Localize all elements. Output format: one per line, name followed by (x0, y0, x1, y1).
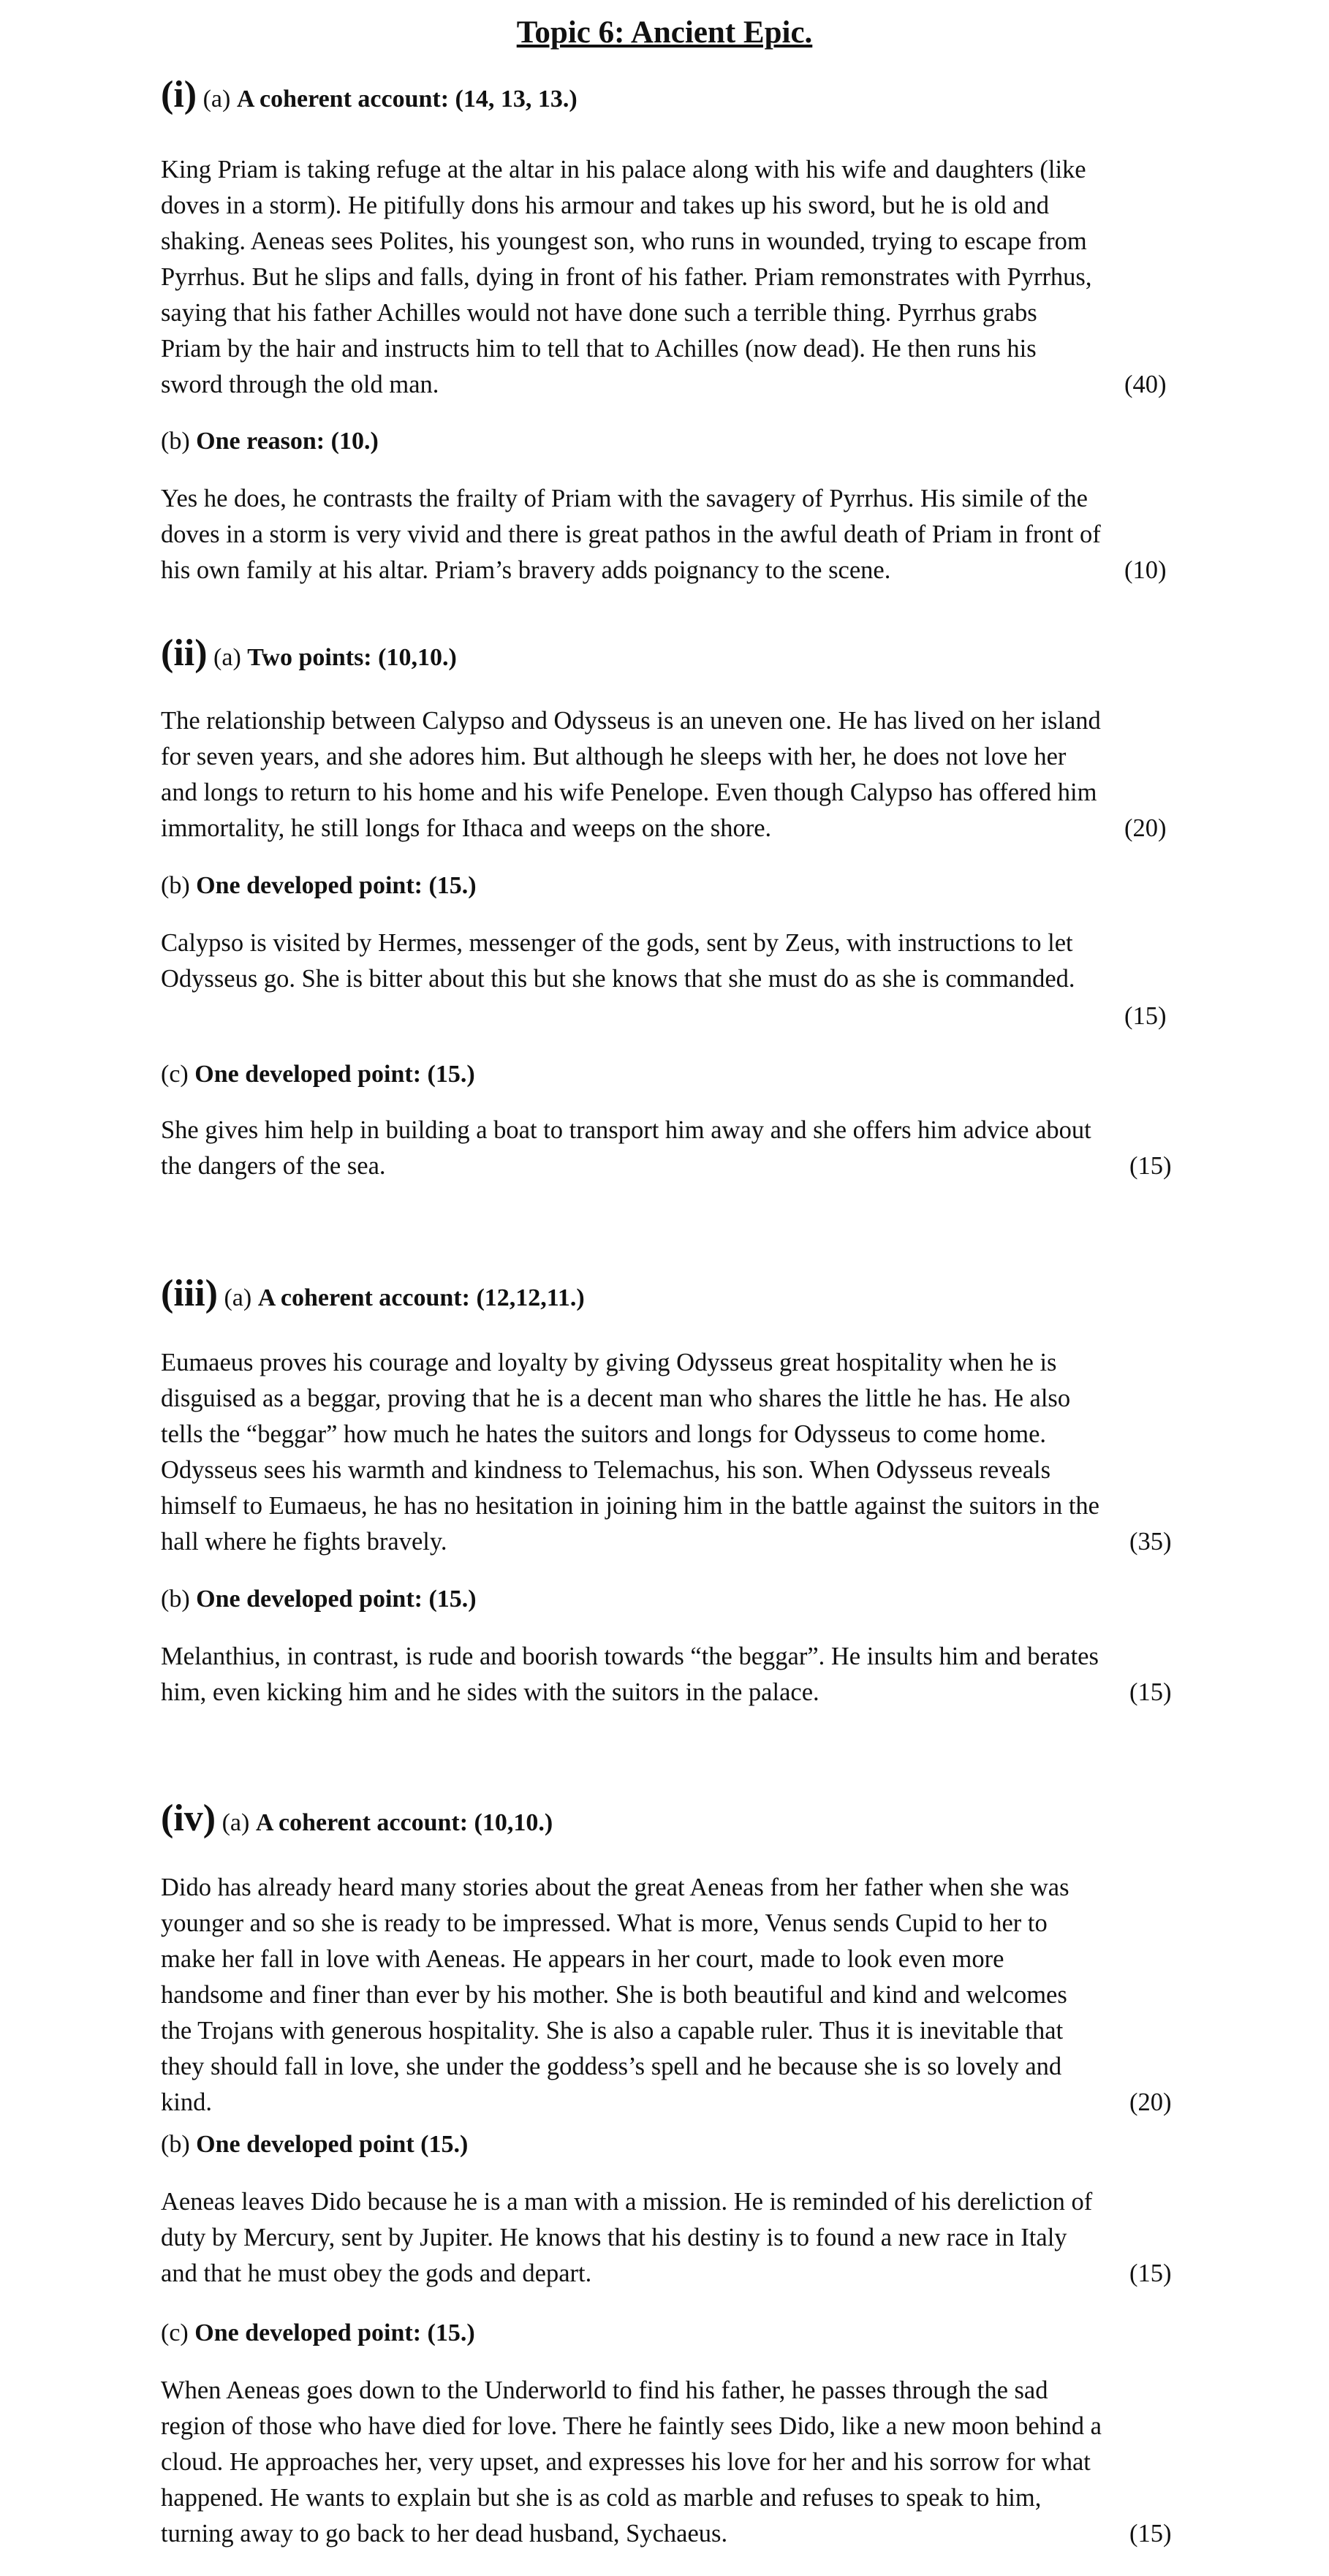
marks: (15) (1129, 2259, 1172, 2287)
answer-paragraph: King Priam is taking refuge at the altar in his palace along with his wife and daughters (like doves in a storm). He pitifully dons his armour and takes up his sword, but he is old and shaking. Aeneas sees Polites, his youngest son, who runs in wounded, trying to escape from Pyrrhus. But he slips and falls, dying in front of his father. Priam remonstrates with Pyrrhus, saying that his father Achilles would not have done such a terrible thing. Pyrrhus grabs Priam by the hair and instructs him to tell that to Achilles (now dead). He then runs his sword through the old man. (161, 156, 1092, 398)
part-heading (161, 425, 379, 458)
part-heading (161, 1583, 477, 1615)
marks: (20) (1129, 2088, 1172, 2116)
part-letter: (a) (224, 1284, 252, 1311)
marks: (15) (1124, 1002, 1167, 1030)
part-instruction: A coherent account: (14, 13, 13.) (236, 86, 578, 113)
marks: (40) (1124, 371, 1167, 398)
section-number: (ii) (161, 632, 208, 674)
part-letter: (a) (202, 86, 231, 113)
marks: (15) (1129, 2520, 1172, 2547)
marks: (15) (1129, 1152, 1172, 1180)
part-instruction: A coherent account: (12,12,11.) (257, 1284, 585, 1311)
part-letter: (a) (222, 1809, 250, 1836)
part-heading (161, 1058, 475, 1091)
section-number: (iii) (161, 1273, 218, 1314)
answer-paragraph: When Aeneas goes down to the Underworld to find his father, he passes through the sad region of those who have died for love. There he faintly sees Dido, like a new moon behind a cloud. He approaches her, very upset, and expresses his love for her and his sorrow for what happened. He wants to explain but she is as cold as marble and refuses to speak to him, turning away to go back to her dead husband, Sychaeus. (161, 2376, 1102, 2547)
part-letter: (a) (213, 644, 241, 671)
answer-paragraph: Aeneas leaves Dido because he is a man with a mission. He is reminded of his dereliction of duty by Mercury, sent by Jupiter. He knows that his destiny is to found a new race in Italy and that he must obey the gods and depart. (161, 2188, 1093, 2287)
part-letter: (b) (161, 2131, 190, 2158)
part-heading (161, 870, 477, 902)
marks: (10) (1124, 556, 1167, 584)
part-instruction: One developed point (15.) (196, 2131, 469, 2158)
part-instruction: One developed point: (15.) (196, 1586, 477, 1613)
answer-paragraph: Yes he does, he contrasts the frailty of Priam with the savagery of Pyrrhus. His simile of the doves in a storm is very vivid and there is great pathos in the awful death of Priam in front of his own family at his altar. Priam’s bravery adds poignancy to the scene. (161, 485, 1101, 584)
part-instruction: One developed point: (15.) (194, 1061, 475, 1088)
section-number: (i) (161, 74, 197, 115)
section-number: (iv) (161, 1797, 216, 1839)
part-heading (161, 2317, 475, 2349)
part-letter: (b) (161, 872, 190, 899)
answer-paragraph: The relationship between Calypso and Odysseus is an uneven one. He has lived on her island for seven years, and she adores him. But although he sleeps with her, he does not love her and longs to return to his home and his wife Penelope. Even though Calypso has offered him immortality, he still longs for Ithaca and weeps on the shore. (161, 707, 1101, 842)
section-heading-iii (161, 1273, 585, 1314)
part-instruction: One developed point: (15.) (194, 2319, 475, 2346)
page-title: Topic 6: Ancient Epic. (516, 15, 813, 50)
part-letter: (b) (161, 428, 190, 455)
part-instruction: One developed point: (15.) (196, 872, 477, 899)
part-letter: (c) (161, 2319, 189, 2346)
section-heading-i (161, 74, 578, 115)
marks: (20) (1124, 814, 1167, 842)
answer-paragraph: She gives him help in building a boat to transport him away and she offers him advice about the dangers of the sea. (161, 1116, 1091, 1180)
part-instruction: A coherent account: (10,10.) (255, 1809, 553, 1836)
part-instruction: Two points: (10,10.) (247, 644, 457, 671)
marks: (35) (1129, 1528, 1172, 1556)
answer-paragraph: Melanthius, in contrast, is rude and boorish towards “the beggar”. He insults him and berates him, even kicking him and he sides with the suitors in the palace. (161, 1643, 1099, 1706)
part-letter: (c) (161, 1061, 189, 1088)
part-instruction: One reason: (10.) (196, 428, 379, 455)
section-heading-iv (161, 1797, 553, 1839)
answer-paragraph: Dido has already heard many stories about the great Aeneas from her father when she was younger and so she is ready to be impressed. What is more, Venus sends Cupid to her to make her fall in love with Aeneas. He appears in her court, made to look even more handsome and finer than ever by his mother. She is both beautiful and kind and welcomes the Trojans with generous hospitality. She is also a capable ruler. Thus it is inevitable that they should fall in love, she under the goddess’s spell and he because she is so lovely and kind. (161, 1874, 1069, 2116)
section-heading-ii (161, 632, 457, 674)
answer-paragraph: Eumaeus proves his courage and loyalty by giving Odysseus great hospitality when he is disguised as a beggar, proving that he is a decent man who shares the little he has. He also tells the “beggar” how much he hates the suitors and longs for Odysseus to come home. Odysseus sees his warmth and kindness to Telemachus, his son. When Odysseus reveals himself to Eumaeus, he has no hesitation in joining him in the battle against the suitors in the hall where he fights bravely. (161, 1349, 1099, 1556)
part-heading (161, 2129, 468, 2161)
part-letter: (b) (161, 1586, 190, 1613)
marks: (15) (1129, 1678, 1172, 1706)
answer-paragraph: Calypso is visited by Hermes, messenger of the gods, sent by Zeus, with instructions to let Odysseus go. She is bitter about this but she knows that she must do as she is commanded. (161, 929, 1075, 993)
